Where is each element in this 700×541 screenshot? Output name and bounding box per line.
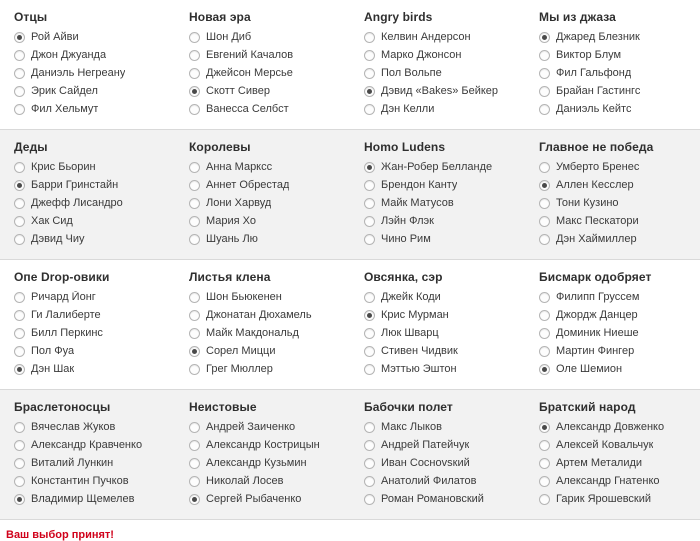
radio-button-icon[interactable]: [364, 162, 375, 173]
radio-option[interactable]: [14, 49, 175, 62]
option-group: [350, 260, 525, 389]
radio-option[interactable]: [14, 67, 175, 80]
radio-button-icon[interactable]: [539, 458, 550, 469]
radio-button-icon[interactable]: [539, 494, 550, 505]
radio-option[interactable]: [364, 309, 525, 322]
radio-button-icon[interactable]: [539, 440, 550, 451]
radio-option-label: Лэйн Флэк: [381, 215, 434, 227]
group-title: Homo Ludens: [364, 140, 446, 154]
radio-option[interactable]: [14, 345, 175, 358]
radio-button-icon[interactable]: [189, 180, 200, 191]
radio-button-icon[interactable]: [364, 440, 375, 451]
radio-option[interactable]: [364, 103, 525, 116]
radio-option[interactable]: [189, 31, 350, 44]
radio-option-label: Александр Кузьмин: [206, 457, 307, 469]
radio-option-label: Доминик Ниеше: [556, 327, 639, 339]
radio-button-icon[interactable]: [364, 86, 375, 97]
radio-option[interactable]: [14, 85, 175, 98]
radio-button-icon[interactable]: [14, 494, 25, 505]
radio-option[interactable]: [189, 345, 350, 358]
radio-option-label: Дэн Келли: [381, 103, 435, 115]
group-title: Опе Drop-овики: [14, 270, 110, 284]
radio-button-icon[interactable]: [539, 422, 550, 433]
radio-option-label: Ричард Йонг: [31, 291, 96, 303]
option-group: [175, 260, 350, 389]
radio-option[interactable]: [189, 439, 350, 452]
radio-option[interactable]: [364, 439, 525, 452]
group-row: [0, 130, 700, 260]
group-title: Деды: [14, 140, 48, 154]
radio-button-icon[interactable]: [364, 476, 375, 487]
radio-button-icon[interactable]: [14, 328, 25, 339]
radio-option[interactable]: [14, 475, 175, 488]
radio-option-label: Владимир Щемелев: [31, 493, 135, 505]
radio-option[interactable]: [189, 457, 350, 470]
radio-option-label: Шон Бьюкенен: [206, 291, 282, 303]
radio-option-label: Вячеслав Жуков: [31, 421, 116, 433]
radio-option[interactable]: [189, 67, 350, 80]
group-title: Новая эра: [189, 10, 251, 24]
option-group: [0, 260, 175, 389]
group-title: Бисмарк одобряет: [539, 270, 652, 284]
radio-option[interactable]: [14, 161, 175, 174]
radio-button-icon[interactable]: [364, 364, 375, 375]
radio-option[interactable]: [539, 439, 700, 452]
radio-option-label: Майк Матусов: [381, 197, 454, 209]
radio-option-label: Даниэль Негреану: [31, 67, 126, 79]
radio-button-icon[interactable]: [189, 50, 200, 61]
group-title: Бабочки полет: [364, 400, 453, 414]
radio-option-label: Андрей Патейчук: [381, 439, 470, 451]
radio-option[interactable]: [364, 161, 525, 174]
radio-button-icon[interactable]: [14, 234, 25, 245]
radio-option-label: Александр Гнатенко: [556, 475, 660, 487]
radio-button-icon[interactable]: [14, 198, 25, 209]
radio-option[interactable]: [539, 179, 700, 192]
radio-button-icon[interactable]: [14, 422, 25, 433]
radio-option[interactable]: [539, 475, 700, 488]
radio-option-label: Джейсон Мерсье: [206, 67, 293, 79]
option-group: [525, 390, 700, 519]
radio-button-icon[interactable]: [364, 422, 375, 433]
radio-option[interactable]: [539, 67, 700, 80]
radio-option[interactable]: [539, 85, 700, 98]
radio-option-label: Даниэль Кейтс: [556, 103, 632, 115]
radio-option[interactable]: [189, 475, 350, 488]
radio-button-icon[interactable]: [189, 476, 200, 487]
radio-option-label: Александр Довженко: [556, 421, 665, 433]
radio-option[interactable]: [539, 233, 700, 246]
radio-option[interactable]: [14, 31, 175, 44]
radio-option[interactable]: [539, 457, 700, 470]
radio-option[interactable]: [364, 67, 525, 80]
radio-option[interactable]: [539, 345, 700, 358]
radio-button-icon[interactable]: [539, 216, 550, 227]
radio-button-icon[interactable]: [539, 234, 550, 245]
radio-button-icon[interactable]: [14, 68, 25, 79]
radio-option-label: Виктор Блум: [556, 49, 622, 61]
radio-button-icon[interactable]: [539, 346, 550, 357]
option-group: [175, 390, 350, 519]
radio-option[interactable]: [364, 457, 525, 470]
radio-option-label: Сергей Рыбаченко: [206, 493, 302, 505]
radio-option-label: Оле Шемион: [556, 363, 623, 375]
radio-button-icon[interactable]: [539, 50, 550, 61]
radio-option-label: Николай Лосев: [206, 475, 284, 487]
radio-option-label: Иван Соснovsкий: [381, 457, 470, 469]
radio-button-icon[interactable]: [189, 68, 200, 79]
radio-option[interactable]: [364, 493, 525, 506]
option-group: [175, 130, 350, 259]
radio-button-icon[interactable]: [14, 180, 25, 191]
radio-button-icon[interactable]: [189, 234, 200, 245]
radio-option[interactable]: [539, 103, 700, 116]
radio-button-icon[interactable]: [539, 162, 550, 173]
radio-option-label: Джон Джуанда: [31, 49, 107, 61]
radio-option[interactable]: [364, 215, 525, 228]
radio-button-icon[interactable]: [14, 346, 25, 357]
radio-option[interactable]: [189, 85, 350, 98]
radio-option-label: Аннет Обрестад: [206, 179, 290, 191]
radio-option-label: Билл Перкинс: [31, 327, 103, 339]
radio-button-icon[interactable]: [539, 180, 550, 191]
radio-button-icon[interactable]: [539, 292, 550, 303]
radio-button-icon[interactable]: [539, 328, 550, 339]
radio-option[interactable]: [364, 31, 525, 44]
radio-option-label: Джаред Блезник: [556, 31, 640, 43]
option-group: [175, 0, 350, 129]
radio-button-icon[interactable]: [539, 32, 550, 43]
option-group: [525, 130, 700, 259]
group-title: Браслетоносцы: [14, 400, 111, 414]
radio-option-label: Виталий Лункин: [31, 457, 114, 469]
radio-option[interactable]: [14, 215, 175, 228]
radio-option[interactable]: [14, 179, 175, 192]
radio-option[interactable]: [539, 31, 700, 44]
radio-button-icon[interactable]: [14, 216, 25, 227]
radio-option-label: Сорел Мицци: [206, 345, 276, 357]
radio-option-label: Брайан Гастингс: [556, 85, 641, 97]
radio-button-icon[interactable]: [14, 458, 25, 469]
radio-option[interactable]: [539, 363, 700, 376]
radio-button-icon[interactable]: [539, 104, 550, 115]
radio-option-label: Эрик Сайдел: [31, 85, 98, 97]
radio-option-label: Рой Айви: [31, 31, 79, 43]
radio-button-icon[interactable]: [189, 292, 200, 303]
radio-option[interactable]: [189, 233, 350, 246]
radio-option-label: Брендон Кантy: [381, 179, 458, 191]
radio-option[interactable]: [14, 309, 175, 322]
group-title: Листья клена: [189, 270, 271, 284]
radio-option[interactable]: [189, 49, 350, 62]
radio-option-label: Ги Лалиберте: [31, 309, 101, 321]
radio-option[interactable]: [364, 421, 525, 434]
radio-button-icon[interactable]: [189, 440, 200, 451]
group-title: Отцы: [14, 10, 48, 24]
radio-option[interactable]: [539, 49, 700, 62]
group-title: Королевы: [189, 140, 251, 154]
radio-button-icon[interactable]: [364, 104, 375, 115]
radio-option[interactable]: [14, 327, 175, 340]
option-group: [350, 0, 525, 129]
radio-option[interactable]: [189, 197, 350, 210]
radio-button-icon[interactable]: [364, 458, 375, 469]
radio-option-label: Мария Хо: [206, 215, 257, 227]
radio-option[interactable]: [539, 215, 700, 228]
radio-button-icon[interactable]: [14, 292, 25, 303]
radio-button-icon[interactable]: [539, 68, 550, 79]
radio-option-label: Евгений Качалов: [206, 49, 294, 61]
radio-button-icon[interactable]: [189, 422, 200, 433]
radio-button-icon[interactable]: [14, 440, 25, 451]
option-group: [525, 260, 700, 389]
radio-button-icon[interactable]: [189, 216, 200, 227]
radio-option-label: Крис Мурман: [381, 309, 449, 321]
radio-option[interactable]: [364, 197, 525, 210]
group-row: [0, 260, 700, 390]
radio-option-label: Грег Мюллер: [206, 363, 273, 375]
radio-option[interactable]: [364, 475, 525, 488]
group-title: Братский народ: [539, 400, 636, 414]
option-group: [0, 0, 175, 129]
option-group: [525, 0, 700, 129]
radio-option-label: Дэн Шак: [31, 363, 75, 375]
radio-button-icon[interactable]: [364, 50, 375, 61]
radio-button-icon[interactable]: [14, 310, 25, 321]
radio-option[interactable]: [539, 421, 700, 434]
radio-option-label: Анатолий Филатов: [381, 475, 477, 487]
radio-option-label: Ванесса Селбст: [206, 103, 289, 115]
radio-option[interactable]: [189, 309, 350, 322]
radio-button-icon[interactable]: [189, 198, 200, 209]
radio-option-label: Хак Сид: [31, 215, 73, 227]
radio-option[interactable]: [364, 233, 525, 246]
radio-option-label: Филипп Груссем: [556, 291, 640, 303]
radio-button-icon[interactable]: [189, 346, 200, 357]
radio-button-icon[interactable]: [364, 180, 375, 191]
radio-option-label: Аллен Кесслер: [556, 179, 634, 191]
radio-option-label: Анна Марксс: [206, 161, 273, 173]
radio-option[interactable]: [364, 49, 525, 62]
radio-button-icon[interactable]: [189, 310, 200, 321]
radio-button-icon[interactable]: [364, 216, 375, 227]
group-title: Главное не победа: [539, 140, 654, 154]
radio-button-icon[interactable]: [364, 32, 375, 43]
radio-button-icon[interactable]: [364, 494, 375, 505]
radio-option-label: Константин Пучков: [31, 475, 129, 487]
radio-option[interactable]: [539, 197, 700, 210]
radio-option[interactable]: [14, 233, 175, 246]
radio-button-icon[interactable]: [14, 50, 25, 61]
radio-option[interactable]: [539, 327, 700, 340]
option-group: [350, 390, 525, 519]
radio-option-label: Пол Фуа: [31, 345, 75, 357]
radio-button-icon[interactable]: [364, 346, 375, 357]
radio-option[interactable]: [539, 291, 700, 304]
radio-option[interactable]: [14, 493, 175, 506]
radio-option[interactable]: [14, 439, 175, 452]
radio-option-label: Шон Диб: [206, 31, 252, 43]
radio-option-label: Дэвид «Bakes» Бейкер: [381, 85, 499, 97]
radio-button-icon[interactable]: [539, 198, 550, 209]
radio-option-label: Макс Лыков: [381, 421, 442, 433]
radio-button-icon[interactable]: [364, 198, 375, 209]
radio-option-label: Мартин Фингер: [556, 345, 635, 357]
radio-button-icon[interactable]: [539, 310, 550, 321]
radio-option[interactable]: [14, 363, 175, 376]
radio-option-label: Мэттью Эштон: [381, 363, 457, 375]
radio-option-label: Марко Джонсон: [381, 49, 462, 61]
radio-option[interactable]: [14, 421, 175, 434]
radio-option[interactable]: [364, 85, 525, 98]
radio-option-label: Джейк Коди: [381, 291, 441, 303]
option-group: [0, 390, 175, 519]
group-row: [0, 390, 700, 520]
radio-option[interactable]: [539, 309, 700, 322]
radio-button-icon[interactable]: [364, 292, 375, 303]
radio-button-icon[interactable]: [189, 364, 200, 375]
radio-option[interactable]: [189, 493, 350, 506]
radio-option-label: Скотт Сивер: [206, 85, 270, 97]
radio-button-icon[interactable]: [189, 32, 200, 43]
radio-button-icon[interactable]: [14, 104, 25, 115]
radio-option-label: Чино Рим: [381, 233, 431, 245]
radio-option-label: Джонатан Дюхамель: [206, 309, 312, 321]
radio-option-label: Лони Харвуд: [206, 197, 272, 209]
radio-button-icon[interactable]: [189, 328, 200, 339]
radio-button-icon[interactable]: [189, 494, 200, 505]
group-title: Angry birds: [364, 10, 433, 24]
radio-option-label: Шуань Лю: [206, 233, 258, 245]
group-row: [0, 0, 700, 130]
radio-option[interactable]: [14, 457, 175, 470]
radio-option-label: Стивен Чидвик: [381, 345, 458, 357]
group-title: Овсянка, сэр: [364, 270, 443, 284]
radio-option[interactable]: [14, 291, 175, 304]
radio-option-label: Крис Бьорин: [31, 161, 96, 173]
radio-option[interactable]: [14, 197, 175, 210]
radio-button-icon[interactable]: [364, 328, 375, 339]
radio-option[interactable]: [364, 345, 525, 358]
radio-button-icon[interactable]: [364, 310, 375, 321]
group-title: Мы из джаза: [539, 10, 616, 24]
radio-button-icon[interactable]: [14, 476, 25, 487]
radio-option[interactable]: [189, 421, 350, 434]
option-group: [0, 130, 175, 259]
radio-option[interactable]: [189, 215, 350, 228]
radio-button-icon[interactable]: [364, 234, 375, 245]
radio-button-icon[interactable]: [14, 32, 25, 43]
radio-option-label: Майк Макдональд: [206, 327, 299, 339]
radio-button-icon[interactable]: [189, 162, 200, 173]
radio-option[interactable]: [364, 327, 525, 340]
radio-option[interactable]: [189, 161, 350, 174]
radio-option-label: Барри Гринстайн: [31, 179, 119, 191]
radio-option-label: Фил Гальфонд: [556, 67, 632, 79]
radio-option-label: Джордж Данцер: [556, 309, 638, 321]
radio-button-icon[interactable]: [539, 364, 550, 375]
radio-option-label: Алексей Ковальчук: [556, 439, 654, 451]
radio-option[interactable]: [189, 363, 350, 376]
radio-option-label: Пол Вольпе: [381, 67, 442, 79]
radio-button-icon[interactable]: [14, 86, 25, 97]
radio-option[interactable]: [539, 161, 700, 174]
radio-option-label: Умберто Бренес: [556, 161, 640, 173]
radio-option-label: Фил Хельмут: [31, 103, 99, 115]
radio-option[interactable]: [539, 493, 700, 506]
radio-option[interactable]: [189, 327, 350, 340]
radio-option[interactable]: [364, 179, 525, 192]
radio-option-label: Гарик Ярошевский: [556, 493, 652, 505]
radio-option-label: Роман Романовский: [381, 493, 484, 505]
radio-option-label: Дэвид Чиу: [31, 233, 85, 245]
radio-option-label: Дэн Хаймиллер: [556, 233, 637, 245]
radio-option[interactable]: [189, 291, 350, 304]
radio-button-icon[interactable]: [189, 104, 200, 115]
radio-option-label: Макс Пескатори: [556, 215, 639, 227]
radio-option-label: Тони Кузино: [556, 197, 619, 209]
radio-option-label: Александр Кравченко: [31, 439, 143, 451]
radio-button-icon[interactable]: [539, 476, 550, 487]
radio-button-icon[interactable]: [189, 458, 200, 469]
radio-option[interactable]: [189, 179, 350, 192]
radio-option-label: Джефф Лисандро: [31, 197, 123, 209]
radio-button-icon[interactable]: [539, 86, 550, 97]
radio-button-icon[interactable]: [14, 162, 25, 173]
option-group: [350, 130, 525, 259]
footer: [0, 520, 700, 541]
radio-option[interactable]: [364, 363, 525, 376]
radio-option-label: Жан-Робер Белланде: [381, 161, 493, 173]
radio-option-label: Александр Кострицын: [206, 439, 320, 451]
radio-button-icon[interactable]: [189, 86, 200, 97]
radio-option-label: Андрей Заиченко: [206, 421, 296, 433]
radio-button-icon[interactable]: [14, 364, 25, 375]
radio-option-label: Артем Металиди: [556, 457, 643, 469]
radio-option[interactable]: [364, 291, 525, 304]
radio-option-label: Келвин Андерсон: [381, 31, 471, 43]
radio-option[interactable]: [14, 103, 175, 116]
radio-option[interactable]: [189, 103, 350, 116]
group-title: Неистовые: [189, 400, 257, 414]
radio-option-label: Люк Шварц: [381, 327, 439, 339]
confirmation-message: Ваш выбор принят!: [6, 529, 114, 541]
radio-button-icon[interactable]: [364, 68, 375, 79]
